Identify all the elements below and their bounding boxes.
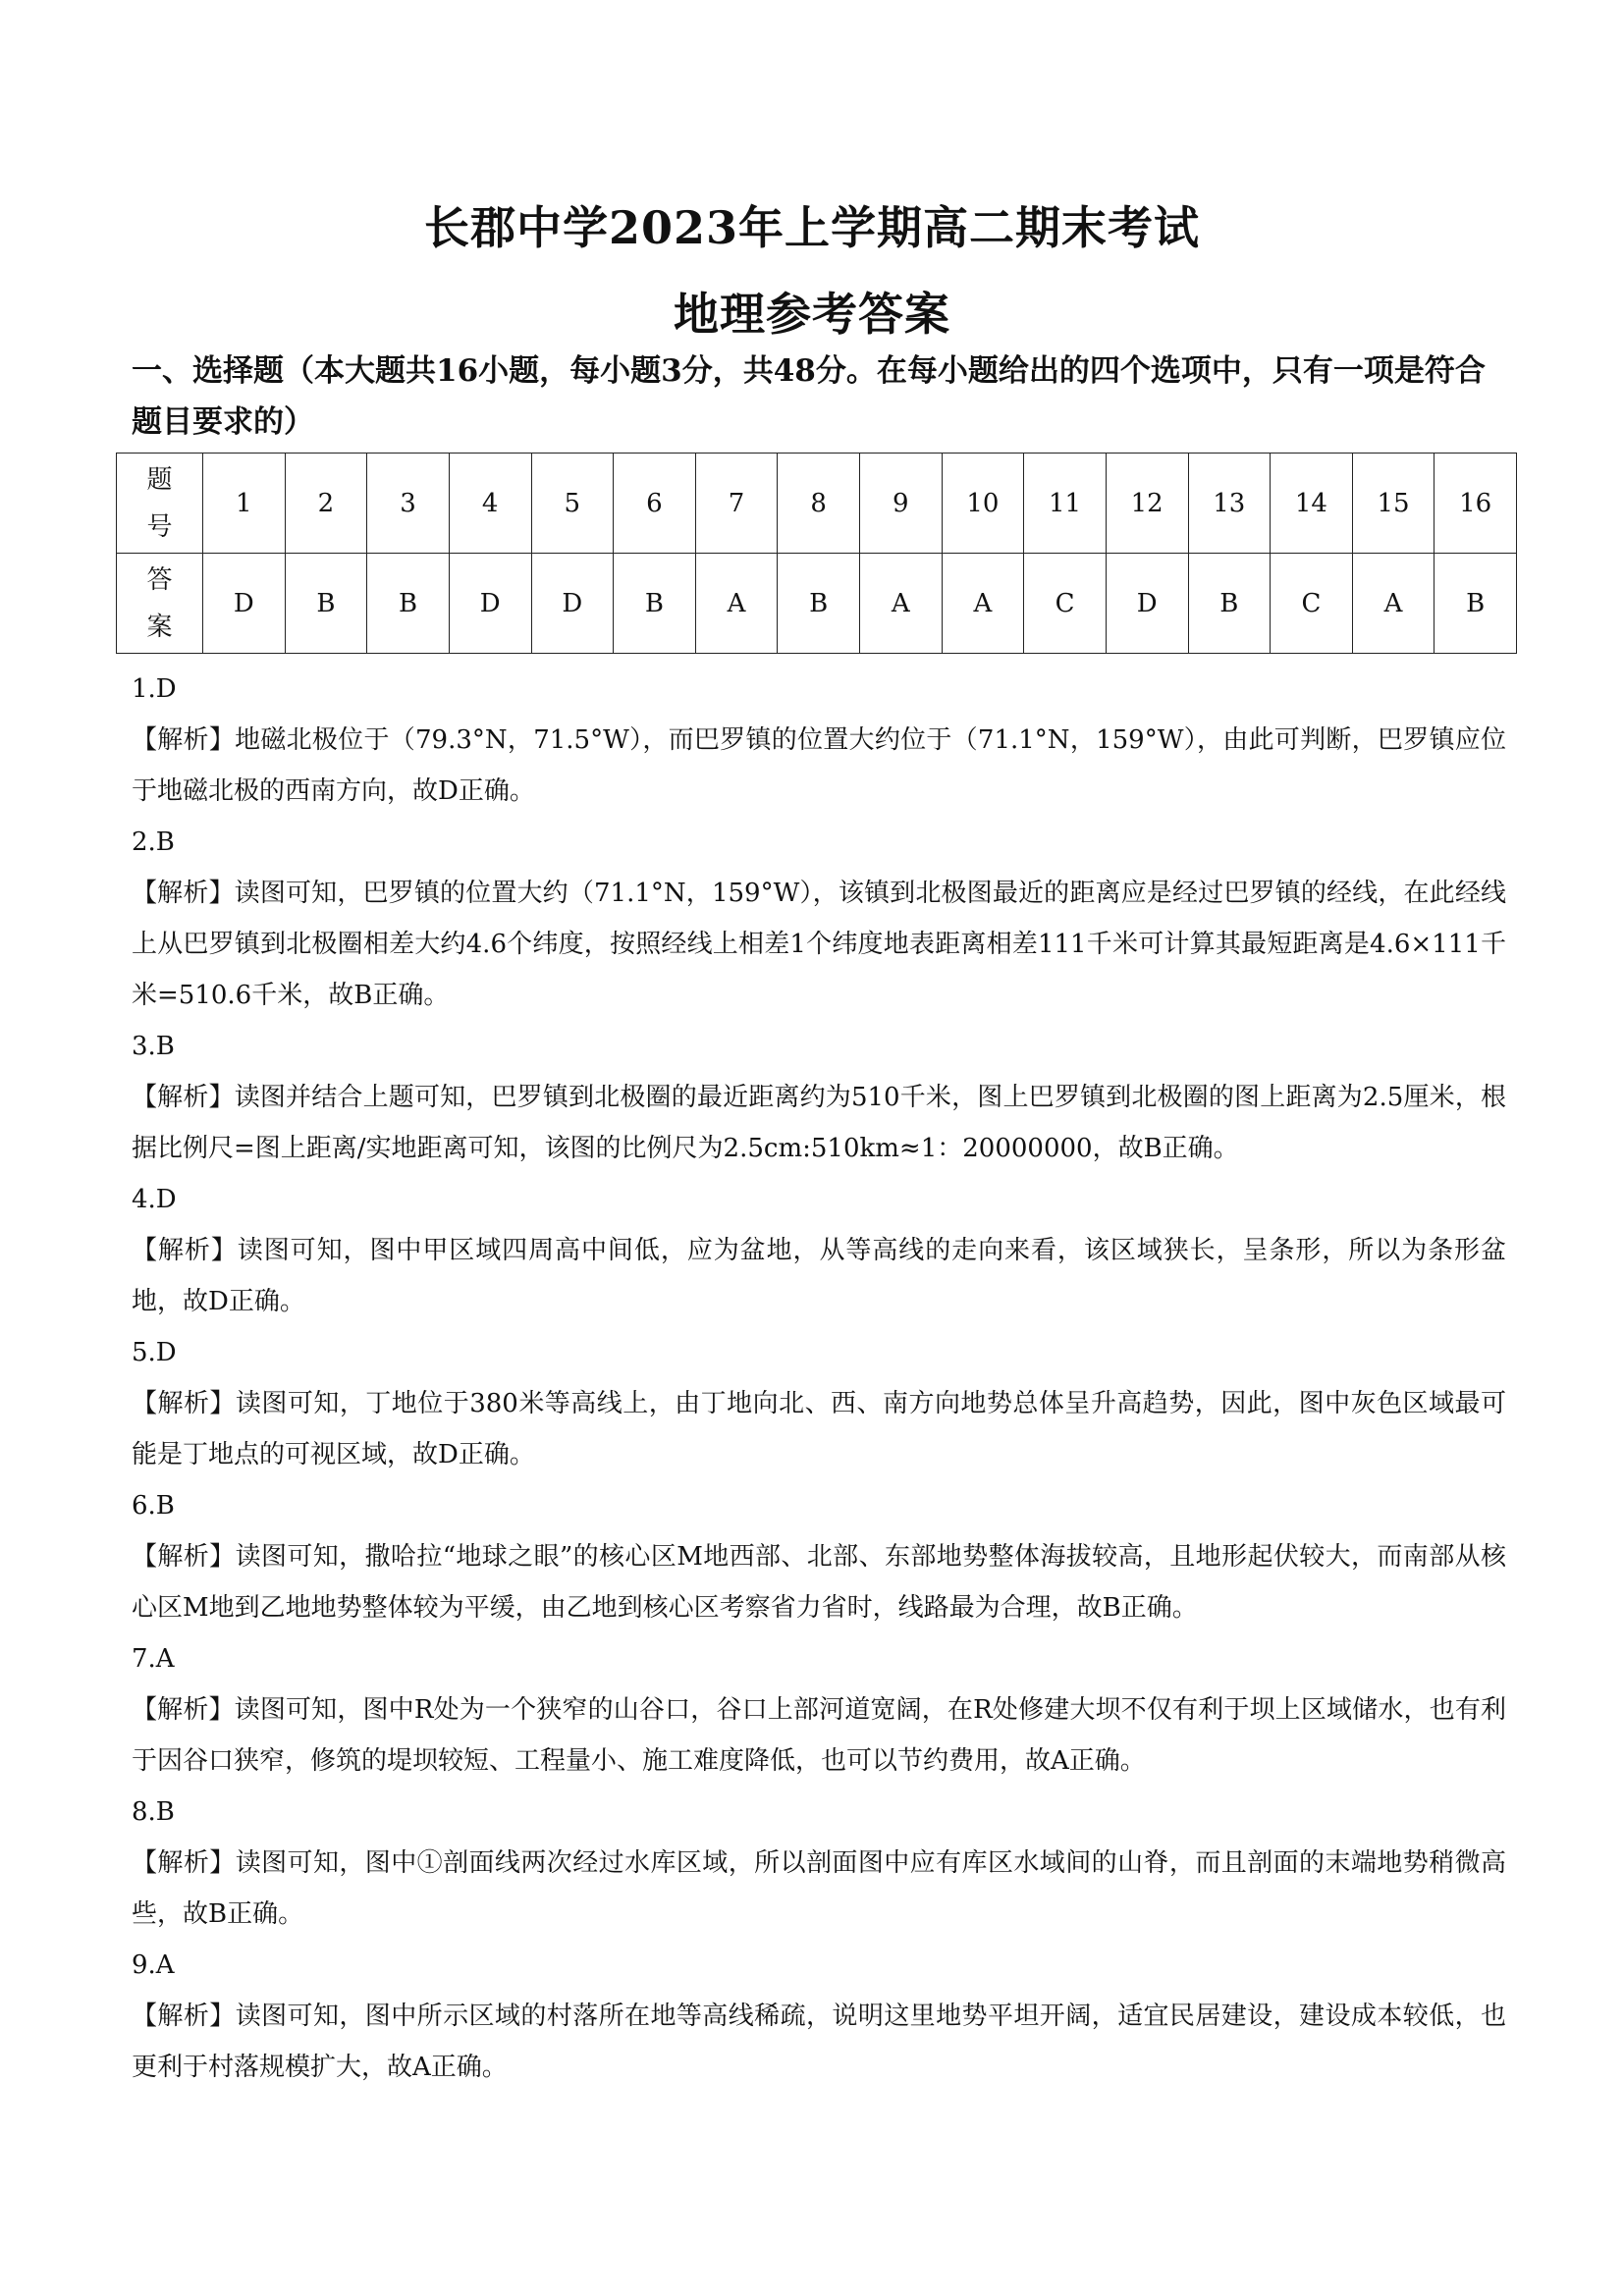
question-number-cell: 15 [1352, 454, 1435, 554]
question-number-row [117, 454, 1517, 554]
answer-cell: B [367, 554, 450, 654]
question-number-cell: 1 [203, 454, 286, 554]
answer-cell: B [614, 554, 696, 654]
explanation-item [132, 1940, 1506, 2093]
header-char: 案 [146, 612, 173, 642]
explanation-text: 【解析】读图可知，丁地位于380米等高线上，由丁地向北、西、南方向地势总体呈升高趋势，因此，图中灰色区域最可能是丁地点的可视区域，故D正确。 [132, 1389, 1506, 1469]
answer-cell: A [942, 554, 1024, 654]
answer-cell: B [285, 554, 367, 654]
page-subtitle: 地理参考答案 [674, 288, 950, 341]
question-number-cell: 14 [1271, 454, 1353, 554]
header-char: 答 [146, 564, 173, 595]
question-number-cell: 6 [614, 454, 696, 554]
answer-table [116, 453, 1517, 654]
question-number-cell: 3 [367, 454, 450, 554]
answer-cell: A [1352, 554, 1435, 654]
explanation-item [132, 1633, 1506, 1787]
answer-cell: D [449, 554, 531, 654]
question-number-cell: 11 [1024, 454, 1107, 554]
explanation-item [132, 1480, 1506, 1633]
explanation-text: 【解析】读图可知，图中R处为一个狭窄的山谷口，谷口上部河道宽阔，在R处修建大坝不仅有利于坝上区域储水，也有利于因谷口狭窄，修筑的堤坝较短、工程量小、施工难度降低，也可以节约费用，故A正确。 [132, 1695, 1506, 1776]
question-number-cell: 8 [778, 454, 860, 554]
question-answer-label: 1.D [132, 674, 177, 704]
section-heading: 一、选择题（本大题共16小题，每小题3分，共48分。在每小题给出的四个选项中，只有一项是符合题目要求的） [132, 353, 1486, 440]
answer-cell: A [860, 554, 943, 654]
explanation-text: 【解析】读图可知，图中所示区域的村落所在地等高线稀疏，说明这里地势平坦开阔，适宜民居建设，建设成本较低，也更利于村落规模扩大，故A正确。 [132, 2002, 1506, 2082]
answer-header [117, 554, 203, 654]
question-answer-label: 6.B [132, 1491, 175, 1521]
page-title: 长郡中学2023年上学期高二期末考试 [423, 201, 1201, 254]
question-answer-label: 4.D [132, 1185, 177, 1214]
answer-cell: B [1188, 554, 1271, 654]
answer-cell: D [1106, 554, 1188, 654]
answer-cell: B [778, 554, 860, 654]
question-answer-label: 8.B [132, 1797, 175, 1827]
question-answer-label: 9.A [132, 1950, 175, 1980]
answer-cell: D [531, 554, 614, 654]
question-number-cell: 12 [1106, 454, 1188, 554]
answer-cell: B [1435, 554, 1517, 654]
explanation-item [132, 664, 1506, 817]
explanation-text: 【解析】读图可知，巴罗镇的位置大约（71.1°N，159°W），该镇到北极图最近的距离应是经过巴罗镇的经线，在此经线上从巴罗镇到北极圈相差大约4.6个纬度，按照经线上相差1个纬度地表距离相差111千米可计算其最短距离是4.6×111千米=510.6千米，故B正确。 [132, 879, 1506, 1010]
answer-cell: C [1271, 554, 1353, 654]
explanation-text: 【解析】读图可知，撒哈拉“地球之眼”的核心区M地西部、北部、东部地势整体海拔较高，且地形起伏较大，而南部从核心区M地到乙地地势整体较为平缓，由乙地到核心区考察省力省时，线路最为合理，故B正确。 [132, 1542, 1506, 1623]
explanation-item [132, 1327, 1506, 1480]
question-number-header [117, 454, 203, 554]
header-char: 题 [146, 464, 173, 495]
explanation-text: 【解析】读图可知，图中①剖面线两次经过水库区域，所以剖面图中应有库区水域间的山脊，而且剖面的末端地势稍微高些，故B正确。 [132, 1848, 1506, 1929]
explanation-item [132, 817, 1506, 1021]
question-number-cell: 13 [1188, 454, 1271, 554]
question-answer-label: 2.B [132, 828, 175, 857]
question-answer-label: 3.B [132, 1032, 175, 1061]
answer-cell: D [203, 554, 286, 654]
explanation-item [132, 1787, 1506, 1940]
question-number-cell: 10 [942, 454, 1024, 554]
answer-cell: A [695, 554, 778, 654]
explanation-item [132, 1174, 1506, 1327]
explanation-item [132, 1021, 1506, 1174]
explanation-text: 【解析】读图可知，图中甲区域四周高中间低，应为盆地，从等高线的走向来看，该区域狭长，呈条形，所以为条形盆地，故D正确。 [132, 1236, 1506, 1316]
answer-cell: C [1024, 554, 1107, 654]
question-number-cell: 5 [531, 454, 614, 554]
header-char: 号 [146, 511, 173, 542]
question-answer-label: 5.D [132, 1338, 177, 1367]
question-number-cell: 9 [860, 454, 943, 554]
question-number-cell: 4 [449, 454, 531, 554]
explanation-text: 【解析】地磁北极位于（79.3°N，71.5°W），而巴罗镇的位置大约位于（71.1°N，159°W），由此可判断，巴罗镇应位于地磁北极的西南方向，故D正确。 [132, 725, 1506, 806]
explanations-list [132, 664, 1506, 2093]
explanation-text: 【解析】读图并结合上题可知，巴罗镇到北极圈的最近距离约为510千米，图上巴罗镇到北极圈的图上距离为2.5厘米，根据比例尺=图上距离/实地距离可知，该图的比例尺为2.5cm:510km≈1：20000000，故B正确。 [132, 1083, 1506, 1163]
answer-row [117, 554, 1517, 654]
question-number-cell: 16 [1435, 454, 1517, 554]
question-number-cell: 7 [695, 454, 778, 554]
question-number-cell: 2 [285, 454, 367, 554]
question-answer-label: 7.A [132, 1644, 175, 1674]
